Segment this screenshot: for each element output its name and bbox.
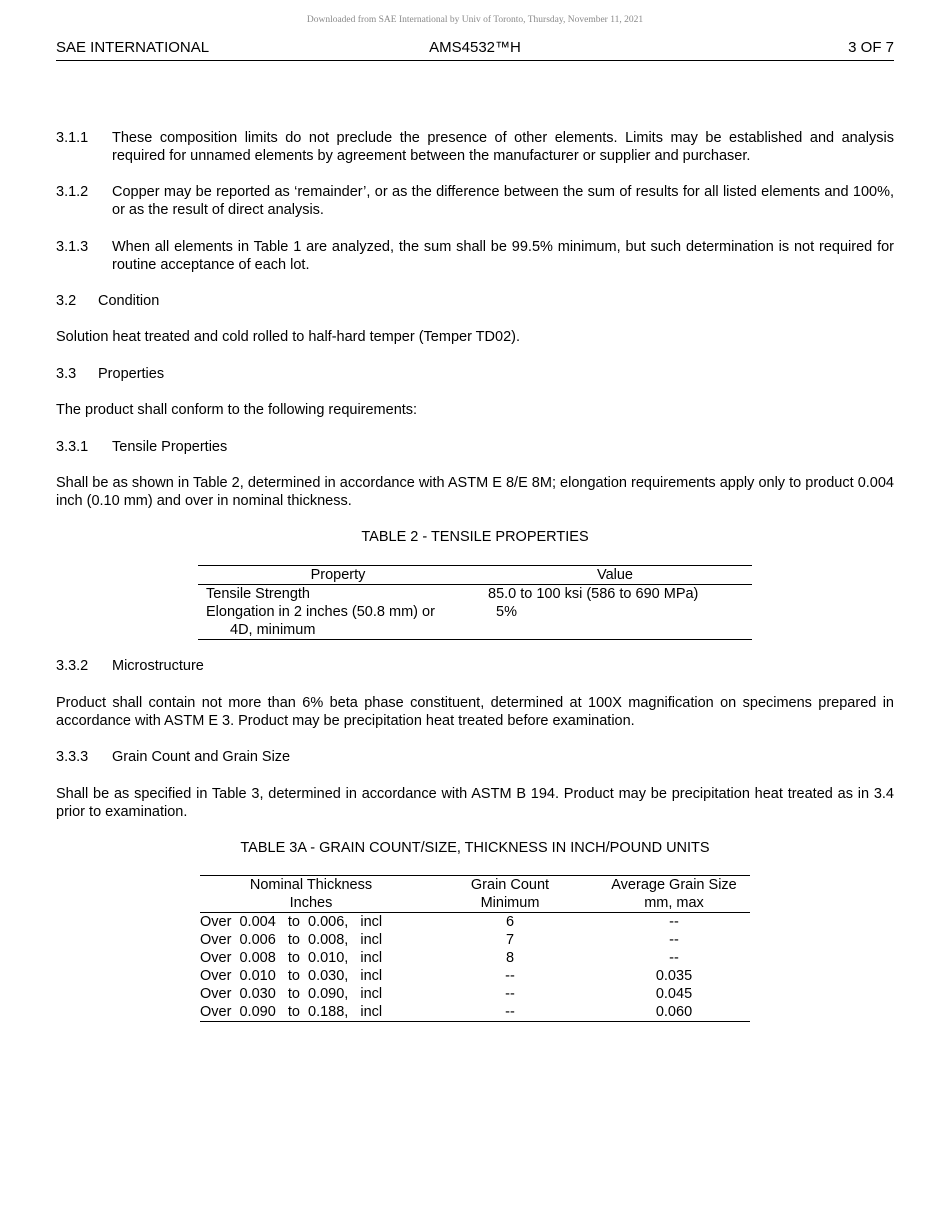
document-number: AMS4532™H <box>429 39 521 56</box>
value-cell: 85.0 to 100 ksi (586 to 690 MPa) <box>488 586 699 602</box>
grain-count-cell: -- <box>505 968 515 984</box>
table-row <box>200 949 750 967</box>
thickness-cell: Over 0.008 to 0.010, incl <box>200 950 383 966</box>
table-2-title: TABLE 2 - TENSILE PROPERTIES <box>361 529 589 545</box>
thickness-cell: Over 0.090 to 0.188, incl <box>200 1004 383 1020</box>
column-subheader-grain-size: mm, max <box>598 894 750 913</box>
section-number: 3.3.3 <box>56 749 89 765</box>
section-text: Copper may be reported as ‘remainder’, or as the difference between the sum of results for all listed elements and 100%, or as the result of direct analysis. <box>112 184 894 218</box>
column-subheader-thickness: Inches <box>200 894 422 913</box>
property-text-continued: 4D, minimum <box>230 622 316 638</box>
page-number: 3 OF 7 <box>848 39 894 56</box>
tensile-properties-table <box>198 565 752 640</box>
section-text: These composition limits do not preclude the presence of other elements. Limits may be established and analysis required for unnamed elements by agreement between the manufacturer or supplier and purchaser. <box>112 130 894 164</box>
section-title: Grain Count and Grain Size <box>112 749 291 765</box>
table-subheader-row <box>200 894 750 913</box>
grain-count-cell: 6 <box>505 914 515 930</box>
section-3-3-3-heading <box>56 748 290 766</box>
section-3-3-2-text: Product shall contain not more than 6% beta phase constituent, determined at 100X magnification on specimens prepared in accordance with ASTM E 3. Product may be precipitation heat treated before examination. <box>56 695 894 729</box>
section-3-3-3-text: Shall be as specified in Table 3, determined in accordance with ASTM B 194. Product may be precipitation heat treated as in 3.4 prior to examination. <box>56 786 894 820</box>
section-3-3-text: The product shall conform to the following requirements: <box>56 402 418 418</box>
section-3-3-heading <box>56 365 164 383</box>
table-3a-title: TABLE 3A - GRAIN COUNT/SIZE, THICKNESS IN INCH/POUND UNITS <box>240 840 710 856</box>
section-title: Microstructure <box>112 658 204 674</box>
section-number: 3.2 <box>56 293 77 309</box>
table-row <box>200 985 750 1003</box>
section-3-3-1-heading <box>56 438 227 456</box>
page-header <box>56 38 894 61</box>
table-header-row <box>200 876 750 895</box>
table-header-row <box>198 566 752 585</box>
grain-count-cell: 8 <box>505 950 515 966</box>
section-number: 3.1.2 <box>56 184 89 200</box>
grain-count-cell: 7 <box>505 932 515 948</box>
section-3-2-text: Solution heat treated and cold rolled to half-hard temper (Temper TD02). <box>56 329 520 345</box>
section-number: 3.1.1 <box>56 130 89 146</box>
download-watermark: Downloaded from SAE International by Univ of Toronto, Thursday, November 11, 2021 <box>306 15 644 25</box>
section-3-3-1-text: Shall be as shown in Table 2, determined in accordance with ASTM E 8/E 8M; elongation requirements apply only to product 0.004 inch (0.10 mm) and over in nominal thickness. <box>56 475 894 509</box>
grain-count-size-table <box>200 875 750 1022</box>
section-number: 3.3 <box>56 366 77 382</box>
grain-size-cell: 0.045 <box>655 986 693 1002</box>
table-row <box>200 913 750 932</box>
table-row <box>198 603 752 640</box>
section-title: Tensile Properties <box>112 439 228 455</box>
table-row <box>200 1003 750 1022</box>
thickness-cell: Over 0.030 to 0.090, incl <box>200 986 383 1002</box>
section-number: 3.3.2 <box>56 658 89 674</box>
thickness-cell: Over 0.006 to 0.008, incl <box>200 932 383 948</box>
grain-size-cell: -- <box>669 950 679 966</box>
grain-size-cell: -- <box>669 914 679 930</box>
thickness-cell: Over 0.010 to 0.030, incl <box>200 968 383 984</box>
section-number: 3.3.1 <box>56 439 89 455</box>
grain-size-cell: 0.035 <box>655 968 693 984</box>
property-cell: Tensile Strength <box>206 586 310 602</box>
section-3-2-heading <box>56 292 159 310</box>
column-header-thickness: Nominal Thickness <box>249 877 373 893</box>
column-header-grain-count: Grain Count <box>470 877 550 893</box>
thickness-cell: Over 0.004 to 0.006, incl <box>200 914 383 930</box>
grain-count-cell: -- <box>505 1004 515 1020</box>
section-3-1-2 <box>56 183 894 219</box>
property-cell <box>198 603 478 640</box>
section-3-1-3 <box>56 238 894 274</box>
section-number: 3.1.3 <box>56 239 89 255</box>
section-text: When all elements in Table 1 are analyzed, the sum shall be 99.5% minimum, but such determination is not required for routine acceptance of each lot. <box>112 239 894 273</box>
property-text: Elongation in 2 inches (50.8 mm) or <box>206 604 435 620</box>
section-3-3-2-heading <box>56 657 204 675</box>
value-cell: 5% <box>496 604 517 620</box>
grain-size-cell: 0.060 <box>655 1004 693 1020</box>
section-title: Condition <box>98 293 160 309</box>
column-header-grain-size: Average Grain Size <box>611 877 737 893</box>
column-header-value: Value <box>478 566 752 585</box>
column-subheader-grain-count: Minimum <box>422 894 598 913</box>
section-title: Properties <box>98 366 165 382</box>
section-3-1-1 <box>56 129 894 165</box>
table-row <box>198 585 752 604</box>
grain-count-cell: -- <box>505 986 515 1002</box>
column-header-property: Property <box>198 566 478 585</box>
publisher-name: SAE INTERNATIONAL <box>56 39 210 56</box>
table-row <box>200 931 750 949</box>
table-row <box>200 967 750 985</box>
grain-size-cell: -- <box>669 932 679 948</box>
